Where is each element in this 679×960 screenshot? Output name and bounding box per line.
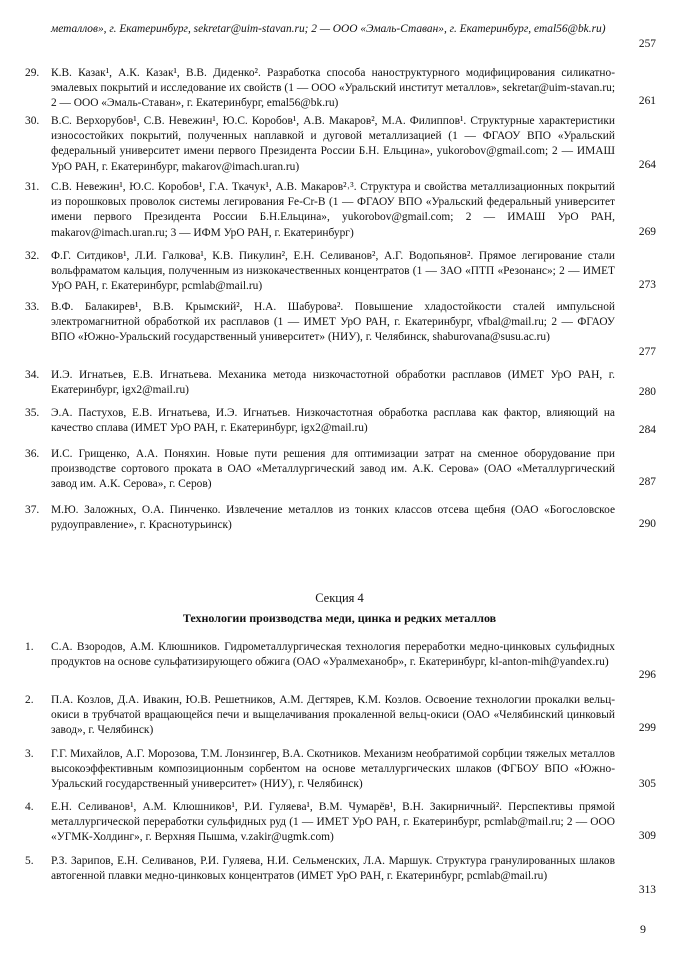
entry-page-ref: 299: [638, 722, 656, 734]
entry-page-ref: 277: [638, 346, 656, 358]
entry-text: С.А. Взородов, А.М. Клюшников. Гидрометаллургическая технология переработки медно-цинковых сульфидных продуктов на основе сульфатизирующего обжига (ОАО «Уралмеханобр», г. Екатеринбург, kl-anton-mih@yandex.ru): [51, 641, 615, 669]
entry-number: 4.: [25, 801, 34, 813]
entry-page-ref: 264: [638, 159, 656, 171]
entry-text: металлов», г. Екатеринбург, sekretar@uim-stavan.ru; 2 — ООО «Эмаль-Ставан», г. Екатеринбург, emal56@bk.ru): [51, 23, 606, 35]
page-number: 9: [640, 922, 646, 936]
entry-page-ref: 273: [638, 279, 656, 291]
entry-page-ref: 269: [638, 226, 656, 238]
section-title: Секция 4: [315, 591, 364, 605]
entry-number: 37.: [25, 504, 40, 516]
entry-text: Р.З. Зарипов, Е.Н. Селиванов, Р.И. Гуляева, Н.И. Сельменских, Л.А. Маршук. Структура гранулированных шлаков автогенной плавки медно-цинковых концентратов (ИМЕТ УрО РАН, г. Екатеринбург, pcmlab@mail.ru): [51, 855, 615, 883]
entry-number: 30.: [25, 115, 40, 127]
entry-text: И.Э. Игнатьев, Е.В. Игнатьева. Механика метода низкочастотной обработки расплавов (ИМЕТ УрО РАН, г. Екатеринбург, igx2@mail.ru): [51, 369, 615, 397]
entry-page-ref: 287: [638, 476, 656, 488]
entry-text: В.С. Верхорубов¹, С.В. Невежин¹, Ю.С. Коробов¹, А.В. Макаров², М.А. Филиппов¹. Структурные характеристики износостойких покрытий, полученных наплавкой и дуговой металлизацией (1 — ФГАОУ ВПО «Уральский федеральный университет имени первого Президента России Б.Н. Ельцина», yukorobov@gmail.com; 2 — ИМАШ УрО РАН, г. Екатеринбург, makarov@imach.uran.ru): [51, 115, 615, 173]
entry-text: И.С. Грищенко, А.А. Поняхин. Новые пути решения для оптимизации затрат на сменное оборудование при производстве сортового проката в ОАО «Металлургический завод им. А.К. Серова» (ОАО «Металлургический завод им. А.К. Серова», г. Серов): [51, 448, 615, 491]
entry-number: 36.: [25, 448, 40, 460]
entry-text: К.В. Казак¹, А.К. Казак¹, В.В. Диденко². Разработка способа наноструктурного модифицирования силикатно-эмалевых покрытий и исследование их свойств (1 — ООО «Уральский институт металлов», sekretar@uim-stavan.ru; 2 — ООО «Эмаль-Ставан», г. Екатеринбург, emal56@bk.ru): [51, 67, 615, 110]
entry-page-ref: 313: [638, 884, 656, 896]
entry-text: Е.Н. Селиванов¹, А.М. Клюшников¹, Р.И. Гуляева¹, В.М. Чумарёв¹, В.Н. Закирничный². Перспективы прямой металлургической переработки сульфидных руд (1 — ИМЕТ УрО РАН, г. Екатеринбург, pcmlab@mail.ru; 2 — ООО «УГМК-Холдинг», г. Верхняя Пышма, v.zakir@ugmk.com): [51, 801, 615, 844]
section-subtitle: Технологии производства меди, цинка и редких металлов: [182, 611, 497, 625]
entry-page-ref: 284: [638, 424, 656, 436]
entry-page-ref: 261: [638, 95, 656, 107]
entry-number: 33.: [25, 301, 40, 313]
entry-number: 31.: [25, 181, 40, 193]
entry-text: В.Ф. Балакирев¹, В.В. Крымский², Н.А. Шабурова². Повышение хладостойкости сталей импульсной электромагнитной обработкой их расплавов (1 — ИМЕТ УрО РАН, г. Екатеринбург, vfbal@mail.ru; 2 — ФГАОУ ВПО «Южно-Уральский государственный университет» (НИУ), г. Челябинск, shaburovana@susu.ac.ru): [51, 301, 615, 344]
entry-number: 3.: [25, 748, 34, 760]
entry-text: Г.Г. Михайлов, А.Г. Морозова, Т.М. Лонзингер, В.А. Скотников. Механизм необратимой сорбции тяжелых металлов высокоэффективным композиционным сорбентом на основе металлургических шлаков (ФГБОУ ВПО «Южно-Уральский государственный университет» (НИУ), г. Челябинск): [51, 748, 615, 791]
entry-page-ref: 280: [638, 386, 656, 398]
entry-text: С.В. Невежин¹, Ю.С. Коробов¹, Г.А. Ткачук¹, А.В. Макаров²˒³. Структура и свойства металлизационных покрытий из порошковых проволок системы легирования Fe-Cr-B (1 — ФГАОУ ВПО «Уральский федеральный университет имени первого Президента России Б.Н.Ельцина», yukorobov@gmail.com; 2 — ИМАШ УрО РАН, makarov@imach.uran.ru; 3 — ИФМ УрО РАН, г. Екатеринбург): [51, 181, 615, 239]
entry-number: 5.: [25, 855, 34, 867]
entry-text: Э.А. Пастухов, Е.В. Игнатьева, И.Э. Игнатьев. Низкочастотная обработка расплава как фактор, влияющий на качество сплава (ИМЕТ УрО РАН, г. Екатеринбург, igx2@mail.ru): [51, 407, 615, 435]
entry-number: 29.: [25, 67, 40, 79]
entry-number: 2.: [25, 694, 34, 706]
entry-page-ref: 257: [638, 38, 656, 50]
entry-number: 32.: [25, 250, 40, 262]
entry-number: 34.: [25, 369, 40, 381]
entry-text: П.А. Козлов, Д.А. Ивакин, Ю.В. Решетников, А.М. Дегтярев, К.М. Козлов. Освоение технологии прокалки вельц-окиси в трубчатой вращающейся печи и выщелачивания прокаленной вельц-окиси (ОАО «Челябинский цинковый завод», г. Челябинск): [51, 694, 615, 737]
entry-page-ref: 290: [638, 518, 656, 530]
entry-number: 1.: [25, 641, 34, 653]
entry-page-ref: 305: [638, 778, 656, 790]
entry-text: М.Ю. Заложных, О.А. Пинченко. Извлечение металлов из тонких классов отсева щебня (ОАО «Богословское рудоуправление», г. Краснотурьинск): [51, 504, 615, 532]
entry-text: Ф.Г. Ситдиков¹, Л.И. Галкова¹, К.В. Пикулин², Е.Н. Селиванов², А.Г. Водопьянов². Прямое легирование стали вольфраматом кальция, полученным из низкокачественных концентратов (1 — ЗАО «ПТП «Резонанс»; 2 — ИМЕТ УрО РАН, г. Екатеринбург, pcmlab@mail.ru): [51, 250, 615, 293]
entry-number: 35.: [25, 407, 40, 419]
entry-page-ref: 309: [638, 830, 656, 842]
entry-page-ref: 296: [638, 669, 656, 681]
